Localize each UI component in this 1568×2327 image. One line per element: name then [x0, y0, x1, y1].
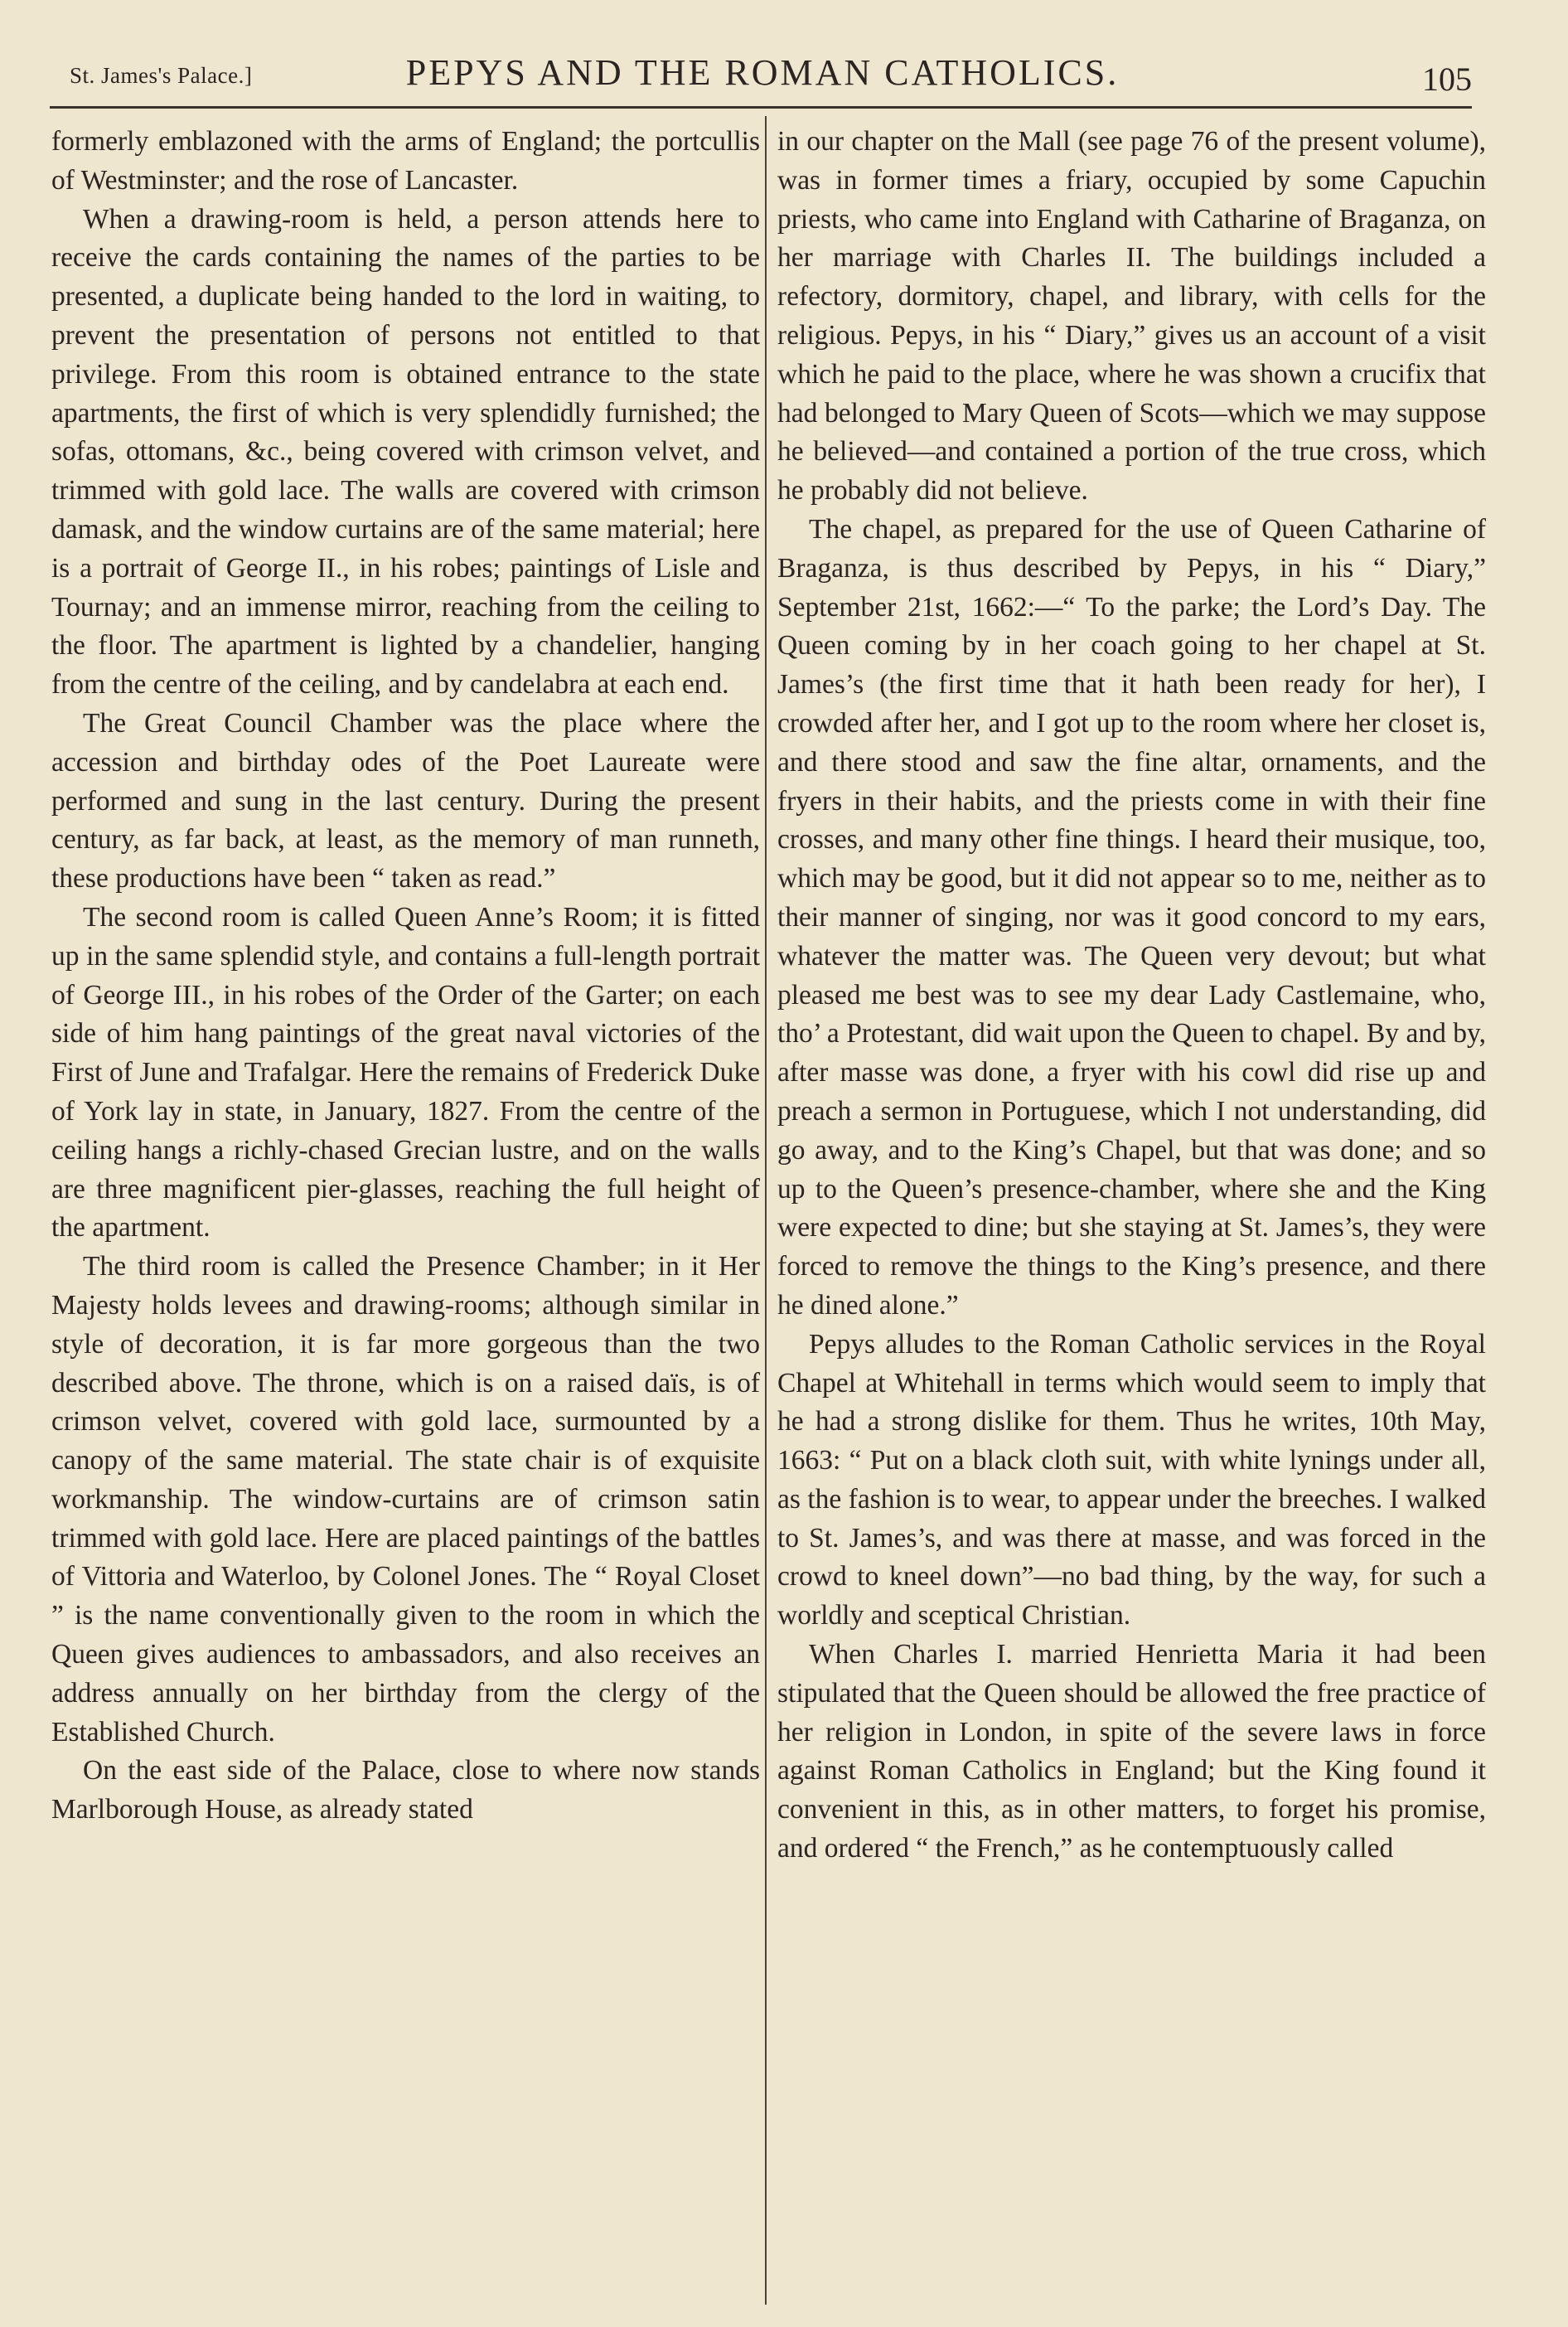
header-rule	[50, 106, 1472, 109]
paragraph: The chapel, as prepared for the use of Queen Catharine of Braganza, is thus described by Pepys, in his “ Diary,” September 21st, 1662:—“ To the parke; the Lord’s Day. The Queen coming by in her coach going to her chapel at St. James’s (the first time that it hath been ready for her), I crowded after her, and I got up to the room where her closet is, and there stood and saw the fine altar, ornaments, and the fryers in their habits, and the priests come in with their fine crosses, and many other fine things. I heard their musique, too, which may be good, but it did not appear so to me, neither as to their manner of singing, nor was it good concord to my ears, whatever the matter was. The Queen very devout; but what pleased me best was to see my dear Lady Castlemaine, who, tho’ a Protestant, did wait upon the Queen to chapel. By and by, after masse was done, a fryer with his cowl did rise up and preach a sermon in Portuguese, which I not understanding, did go away, and to the King’s Chapel, but that was done; and so up to the Queen’s presence-chamber, where she and the King were expected to dine; but she staying at St. James’s, they were forced to remove the things to the King’s presence, and there he dined alone.”	[777, 513, 1486, 1321]
paragraph: On the east side of the Palace, close to where now stands Marlborough House, as already stated	[51, 1755, 760, 1825]
page-title: PEPYS AND THE ROMAN CATHOLICS.	[405, 52, 1120, 93]
running-head-location: St. James's Palace.]	[70, 63, 253, 88]
paragraph: The second room is called Queen Anne’s Room; it is fitted up in the same splendid style, and contains a full-length portrait of George III., in his robes of the Order of the Garter; on each side of him hang paintings of the great naval victories of the First of June and Trafalgar. Here the remains of Frederick Duke of York lay in state, in January, 1827. From the centre of the ceiling hangs a richly-chased Grecian lustre, and on the walls are three magnificent pier-glasses, reaching the full height of the apartment.	[51, 901, 760, 1243]
left-column	[51, 123, 760, 1830]
column-divider	[765, 116, 767, 2305]
paragraph: The third room is called the Presence Chamber; in it Her Majesty holds levees and drawing-rooms; although similar in style of decoration, it is far more gorgeous than the two described above. The throne, which is on a raised daïs, is of crimson velvet, covered with gold lace, surmounted by a canopy of the same material. The state chair is of exquisite workmanship. The window-curtains are of crimson satin trimmed with gold lace. Here are placed paintings of the battles of Vittoria and Waterloo, by Colonel Jones. The “ Royal Closet ” is the name conventionally given to the room in which the Queen gives audiences to ambassadors, and also receives an address annually on her birthday from the clergy of the Established Church.	[51, 1251, 760, 1748]
right-column	[777, 123, 1486, 1869]
paragraph: When Charles I. married Henrietta Maria it had been stipulated that the Queen should be allowed the free practice of her religion in London, in spite of the severe laws in force against Roman Catholics in England; but the King found it convenient in this, as in other matters, to forget his promise, and ordered “ the French,” as he contemptuously called	[777, 1639, 1486, 1864]
paragraph: in our chapter on the Mall (see page 76 of the present volume), was in former times a friary, occupied by some Capuchin priests, who came into England with Catharine of Braganza, on her marriage with Charles II. The buildings included a refectory, dormitory, chapel, and library, with cells for the religious. Pepys, in his “ Diary,” gives us an account of a visit which he paid to the place, where he was shown a crucifix that had belonged to Mary Queen of Scots—which we may suppose he believed—and contained a portion of the true cross, which he probably did not believe.	[777, 126, 1486, 507]
paragraph: When a drawing-room is held, a person attends here to receive the cards containing the names of the parties to be presented, a duplicate being handed to the lord in waiting, to prevent the presentation of persons not entitled to that privilege. From this room is obtained entrance to the state apartments, the first of which is very splendidly furnished; the sofas, ottomans, &c., being covered with crimson velvet, and trimmed with gold lace. The walls are covered with crimson damask, and the window curtains are of the same material; here is a portrait of George II., in his robes; paintings of Lisle and Tournay; and an immense mirror, reaching from the ceiling to the floor. The apartment is lighted by a chandelier, hanging from the centre of the ceiling, and by candelabra at each end.	[51, 203, 760, 701]
page-number: 105	[1422, 61, 1472, 98]
paragraph: formerly emblazoned with the arms of England; the portcullis of Westminster; and the rose of Lancaster.	[51, 126, 760, 196]
paragraph: Pepys alludes to the Roman Catholic services in the Royal Chapel at Whitehall in terms which would seem to imply that he had a strong dislike for them. Thus he writes, 10th May, 1663: “ Put on a black cloth suit, with white lynings under all, as the fashion is to wear, to appear under the breeches. I walked to St. James’s, and was there at masse, and was forced in the crowd to kneel down”—no bad thing, by the way, for such a worldly and sceptical Christian.	[777, 1328, 1486, 1631]
paragraph: The Great Council Chamber was the place where the accession and birthday odes of the Poet Laureate were performed and sung in the last century. During the present century, as far back, at least, as the memory of man runneth, these productions have been “ taken as read.”	[51, 707, 760, 894]
running-header	[50, 51, 1475, 109]
